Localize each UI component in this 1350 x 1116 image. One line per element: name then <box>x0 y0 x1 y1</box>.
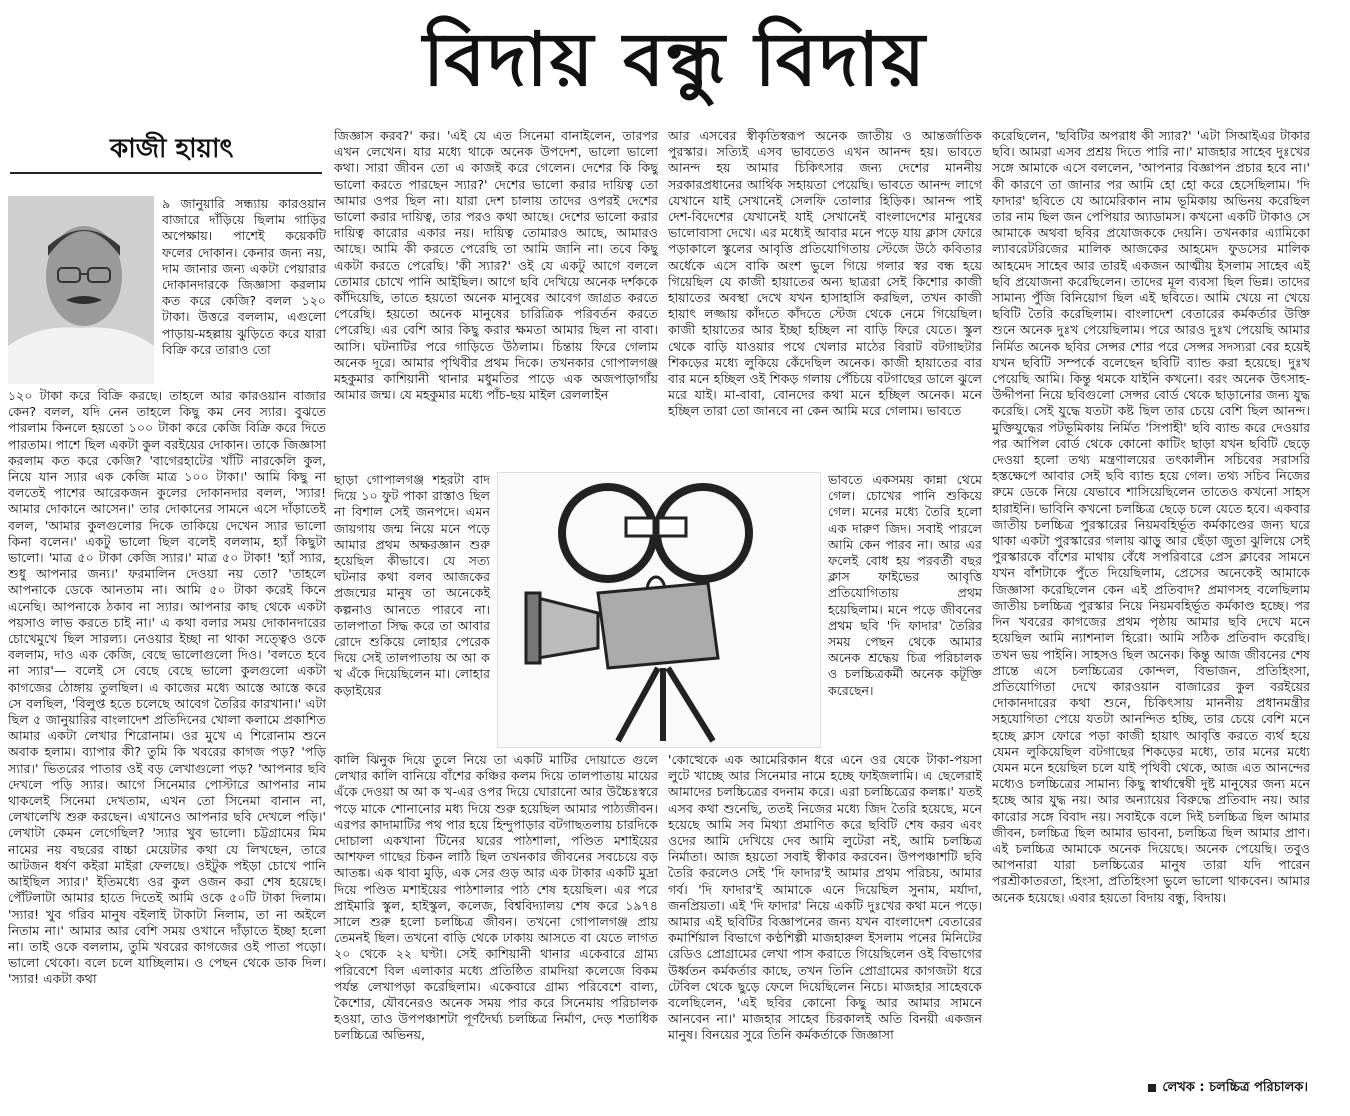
column-2-top <box>334 128 658 468</box>
column-3-top <box>668 128 982 468</box>
column-3-bottom-text: 'কোত্থেকে এক আমেরিকান ধরে এনে ওর যেকে টাকা-পয়সা লুটে খাচ্ছে আর সিনেমার নামে হচ্ছে ফাইজলামি। এ ছেলেরাই আমাদের চলচ্চিত্রের বদনাম করে। এরা চলচ্চিত্রের কলঙ্ক।' যতই এসব কথা শুনেছি, ততই নিজের মধ্যে জিদ তৈরি হয়েছে, মনে হয়েছে আমি সব মিথ্যা প্রমাণিত করে ছবিটি শেষ করব এবং ওদের আমি দেখিয়ে দেব আমি লুটেরা নই, আমি চলচ্চিত্র নির্মাতা। আজ হয়তো সবাই স্বীকার করবেন। উপপঞ্চাশটি ছবি তৈরি করলেও সেই 'দি ফাদার'ই আমার প্রথম পরিচয়, আমার গর্ব। 'দি ফাদার'ই আমাকে এনে দিয়েছিল সুনাম, মর্যাদা, জনপ্রিয়তা। এই 'দি ফাদার' নিয়ে একটি দুঃখের কথা মনে পড়ে। আমার এই ছবিটির বিজ্ঞাপনের জন্য যখন বাংলাদেশ বেতারের কমার্শিয়াল বিভাগে কণ্ঠশিল্পী মাজহারুল ইসলাম পনের মিনিটের রেডিও প্রোগ্রামের লেখা পাস করাতে গিয়েছিলেন ওই বিভাগের উর্ধ্বতন কর্মকর্তার কাছে, তখন তিনি প্রোগ্রামের কাগজটা ধরে টেবিল থেকে ছুড়ে ফেলে দিয়েছিলেন নিচে। মাজহার সাহেবকে বলেছিলেন, 'এই ছবির কোনো কিছু আর আমার সামনে আনবেন না।' মাজহার সাহেব চিরকালই অতি বিনয়ী একজন মানুষ। বিনয়ের সুরে তিনি কর্মকর্তাকে জিজ্ঞাসা <box>668 752 982 1043</box>
film-camera-handcuff-illustration <box>497 472 821 748</box>
column-2-left <box>334 472 490 750</box>
author-credit <box>1148 1078 1308 1099</box>
column-2-bottom-text: কালি ঝিনুক দিয়ে তুলে নিয়ে তা একটি মাটির দোয়াতে গুলে লেখার কালি বানিয়ে বাঁশের কঞ্চির কলম দিয়ে তালপাতায় মায়ের এঁকে দেওয়া অ আ ক খ-এর ওপর দিয়ে ঘোরানো আর উচ্চৈঃস্বরে পড়ে মাকে শোনানোর মধ্য দিয়ে শুরু হয়েছিল আমার পাঠ্যজীবন। এরপর কাদামাটির পথ পার হয়ে হিন্দুপাড়ার বটগাছতলায় চারদিকে দোচালা একখানা টিনের ঘরের পাঠশালা, পণ্ডিত মশাইয়ের আশফল গাছের চিকন লাঠি ছিল তখনকার জীবনের সবচেয়ে বড় আতঙ্ক। এক থাবা মুড়ি, এক সের গুড় আর এক টাকার একটি মুদ্রা দিয়ে পণ্ডিত মশাইয়ের পাঠশালার পাঠ শেষ হয়েছিল। এর পরে প্রাইমারি স্কুল, হাইস্কুল, কলেজ, বিশ্ববিদ্যালয় শেষ করে ১৯৭৪ সালে শুরু হলো চলচ্চিত্র জীবন। তখনো গোপালগঞ্জ প্রায় তেমনই ছিল। তখনো বাড়ি থেকে ঢাকায় আসতে বা যেতে লাগত ২০ থেকে ২২ ঘণ্টা। সেই কাশিয়ানী থানার একেবারে গ্রাম্য পরিবেশে বিল এলাকার মধ্যে প্রতিষ্ঠিত রামদিয়া কলেজে বিকম পর্যন্ত লেখাপড়া করেছিলাম। একেবারে গ্রাম্য পরিবেশে বাল্য, কৈশোর, যৌবনেরও অনেক সময় পার করে সিনেমায় পরিচালক হওয়া, তাও উপপঞ্চাশটা পূর্ণদৈর্ঘ্য চলচ্চিত্র নির্মাণ, দেড় শতাধিক চলচ্চিত্রে অভিনয়, <box>334 752 658 1043</box>
column-3-top-text: আর এসবের স্বীকৃতিস্বরূপ অনেক জাতীয় ও আন্তর্জাতিক পুরস্কার। সত্যিই এসব ভাবতেও এখন আনন্দ হয়। ভাবতে আনন্দ হয় আমার চিকিৎসার জন্য দেশের মাননীয় সরকারপ্রধানের আর্থিক সহায়তা পেয়েছি। ভাবতে আনন্দ লাগে যেখানে যাই সেখানেই সেলফি তোলার হিড়িক। আনন্দ পাই দেশ-বিদেশের যেখানেই যাই সেখানেই বাংলাদেশের মানুষের ভালোবাসা দেখে। এর মধ্যেই আবার মনে পড়ে যায় ক্লাস ফোরে পড়াকালে স্কুলের আবৃত্তি প্রতিযোগিতায় স্টেজে উঠে কবিতার অর্ধেকে এসে বাকি অংশ ভুলে গিয়ে গলার স্বর বন্ধ হয়ে গিয়েছিল যে কাজী হায়াতের অন্য ছাত্ররা সেই কিশোর কাজী হায়াতের অবস্থা দেখে যখন হাসাহাসি করছিল, তখন কাজী হায়াৎ লজ্জায় কাঁদতে কাঁদতে স্টেজ থেকে নেমে গিয়েছিল। কাজী হায়াতের আর ইচ্ছা হচ্ছিল না বাড়ি ফিরে যেতে। স্কুল থেকে বাড়ি যাওয়ার পথে খেলার মাঠের বিরাট বটগাছটার শিকড়ের মধ্যে লুকিয়ে কেঁদেছিল অনেক। কাজী হায়াতের বার বার মনে হচ্ছিল ওই শিকড় গলায় পেঁচিয়ে বটগাছের ডালে ঝুলে মরে যাই। মা-বাবা, বোনদের কথা মনে হচ্ছিল অনেক। মনে হচ্ছিল তারা তো জানবে না কেন আমি মরে গেলাম। ভাবতে <box>668 128 982 419</box>
author-photo <box>8 196 154 384</box>
column-4-text: করেছিলেন, 'ছবিটির অপরাধ কী স্যার?' 'এটা সিআইএর টাকার ছবি। আমরা এসব প্রশ্রয় দিতে পারি না।' মাজহার সাহেব দুঃখের সঙ্গে আমাকে এসে বললেন, 'আপনার বিজ্ঞাপন প্রচার হবে না।' কী কারণে তা জানার পর আমি হো হো করে হেসেছিলাম। 'দি ফাদার' ছবিতে যে আমেরিকান নাম ভূমিকায় অভিনয় করেছিল তার নাম ছিল জন পেপিয়ার অ্যাডামস। কখনো একটি টাকাও সে আমাকে অথবা ছবির প্রযোজককে দেয়নি। তখনকার এ্যামিকো ল্যাবরেটরিজের মালিক আজকের আহমেদ ফুডসের মালিক আহমেদ সাহেব আর তারই একজন আত্মীয় ইসলাম সাহেব এই ছবি প্রযোজনা করেছিলেন। তাদের মূল ব্যবসা ছিল ভিন্ন। তাদের সামান্য পুঁজি বিনিয়োগ ছিল এই ছবিতে। আমি খেয়ে না খেয়ে ছবিটি তৈরি করেছিলাম। বাংলাদেশ বেতারের কর্মকর্তার উক্তি শুনে অনেক দুঃখ পেয়েছিলাম। পরে আরও দুঃখ পেয়েছি আমার নির্মিত অনেক ছবির সেন্সর শোর পরে সেন্সর সদস্যরা বের হয়েই যখন ছবিটি সম্পর্কে বলেছেন ছবিটি ব্যান্ড করা হয়েছে। দুঃখ পেয়েছি আমি। কিন্তু থমকে যাইনি কখনো। বরং অনেক উৎসাহ-উদ্দীপনা নিয়ে ছবিগুলো সেন্সর বোর্ড থেকে ছাড়ানোর জন্য যুদ্ধ করেছি। সেই যুদ্ধে যতটা কষ্ট ছিল তার চেয়ে বেশি ছিল আনন্দ। মুক্তিযুদ্ধের পটভূমিকায় নির্মিত 'সিপাহী' ছবি ব্যান্ড করে দেওয়ার পর আপিল বোর্ড থেকে কোনো কাটিং ছাড়া যখন ছবিটি ছেড়ে দেওয়া হলো তথ্য মন্ত্রণালয়ের তৎকালীন সচিবের সরাসরি হস্তক্ষেপে আবার সেই ছবি ব্যান্ড হয়ে গেল। তথ্য সচিব নিজের রুমে ডেকে নিয়ে যেভাবে শাসিয়েছিলেন তাতেও কখনো সাহস হারাইনি। ভাবিনি কখনো চলচ্চিত্র ছেড়ে চলে যেতে হবে। একবার জাতীয় চলচ্চিত্র পুরস্কারের নিয়মবহির্ভূত কর্মকাণ্ডের জন্য ঘরে থাকা একটা পুরস্কারের গলায় ঝাড়ু আর ছেঁড়া জুতা ঝুলিয়ে সেই পুরস্কারকে বাঁশের মাথায় বেঁধে সপরিবারে প্রেস ক্লাবের সামনে যখন বাঁশটাকে পুঁতে দিয়েছিলাম, প্রেসের অনেকেই আমাকে জিজ্ঞাসা করেছিলেন কেন এই প্রতিবাদ? প্রমাণসহ বলেছিলাম জাতীয় চলচ্চিত্র পুরস্কার নিয়ে নিয়মবহির্ভূত কর্মকাণ্ড হচ্ছে। পর দিন খবরের কাগজের প্রথম পৃষ্ঠায় আমার ছবি দেখে মনে হয়েছিল আমি ন্যাশনাল হিরো। আমি সঠিক প্রতিবাদ করেছি। তখন ভয় পাইনি। সাহসও ছিল অনেক। কিন্তু আজ জীবনের শেষ প্রান্তে এসে চলচ্চিত্রের কোন্দল, বিভাজন, প্রতিহিংসা, প্রতিযোগিতা দেখে কারওয়ান বাজারের কুল বরইয়ের দোকানদারের কথা শুনে, চিকিৎসায় মাননীয় প্রধানমন্ত্রীর সহযোগিতা পেয়ে যতটা আনন্দিত হচ্ছি, তার চেয়ে বেশি মনে হচ্ছে ক্লাস ফোরে পড়া কাজী হায়াৎ আবৃত্তি করতে ব্যর্থ হয়ে যেমন লুকিয়েছিল বটগাছের শিকড়ের মধ্যে, তার মনের মধ্যে যেমন মনে হয়েছিল চলে যাই পৃথিবী থেকে, আজ এত আনন্দের মধ্যেও চলচ্চিত্রের সামান্য কিছু স্বার্থান্বেষী দুষ্ট মানুষের জন্য মনে হচ্ছে আর যুদ্ধ নয়। আর অন্যায়ের বিরুদ্ধে প্রতিবাদ নয়। আর কারোর সঙ্গে বিবাদ নয়। সবাইকে বলে দিই চলচ্চিত্র ছিল আমার জীবন, চলচ্চিত্র ছিল আমার ভাবনা, চলচ্চিত্র ছিল আমার প্রাণ। এই চলচ্চিত্র আমাকে অনেক দিয়েছে। অনেক পেয়েছি। তবুও আপনারা যারা চলচ্চিত্রের মানুষ তারা যদি পারেন পরশ্রীকাতরতা, হিংসা, প্রতিহিংসা ভুলে ভালো থাকবেন। আমার অনেক হয়েছে। এবার হয়তো বিদায় বন্ধু, বিদায়। <box>992 128 1310 905</box>
square-bullet-icon <box>1148 1084 1156 1092</box>
column-3-bottom <box>668 752 982 1104</box>
column-1-top-text: ৯ জানুয়ারি সন্ধ্যায় কারওয়ান বাজারে দাঁড়িয়ে ছিলাম গাড়ির অপেক্ষায়। পাশেই কয়েকটি ফলের দোকান। কেনার জন্য নয়, দাম জানার জন্য একটা পেয়ারার দোকানদারকে জিজ্ঞাসা করলাম কত করে কেজি? বলল ১২০ টাকা। উত্তরে বললাম, এগুলো পাড়ায়-মহল্লায় ঝুড়িতে করে যারা বিক্রি করে তারাও তো <box>162 196 326 357</box>
byline: কাজী হায়াৎ <box>110 134 234 164</box>
author-credit-label: লেখক : চলচ্চিত্র পরিচালক। <box>1162 1080 1308 1095</box>
headline: বিদায় বন্ধু বিদায় <box>423 17 927 103</box>
column-4 <box>992 128 1310 1072</box>
column-1-top <box>162 196 326 384</box>
column-3-right <box>828 472 982 750</box>
column-2-left-text: ছাড়া গোপালগঞ্জ শহরটা বাদ দিয়ে ১০ ফুট পাকা রাস্তাও ছিল না বিশাল সেই জনপদে। এমন জায়গায় জন্ম নিয়ে মনে পড়ে আমার প্রথম অক্ষরজ্ঞান শুরু হয়েছিল কীভাবে। যে সত্য ঘটনার কথা বলব আজকের প্রজন্মের মানুষ তা অনেকেই কল্পনাও আনতে পারবে না। তালপাতা সিদ্ধ করে তা আবার রোদে শুকিয়ে লোহার পেরেক দিয়ে সেই তালপাতায় অ আ ক খ এঁকে দিয়েছিলেন মা। লোহার কড়াইয়ের <box>334 472 490 698</box>
column-2-top-text: জিজ্ঞাস করব?' কর। 'এই যে এত সিনেমা বানাইলেন, তারপর এখন লেখেন। যার মধ্যে থাকে অনেক উপদেশ, ভালো ভালো কথা। সারা জীবন তো এ কাজই করে গেলেন। দেশের কি কিছু ভালো করতে পারছেন স্যার?' দেশের ভালো করার দায়িত্ব তো আমার ওপর ছিল না। যারা দেশ চালায় তাদের ওপরই দেশের ভালো করার দায়িত্ব, তার পরও কথা আছে। দেশের ভালো করার দায়িত্ব কারোর একার নয়। দায়িত্ব তোমারও আছে, আমারও আছে। আমি কী করতে পেরেছি তা আমি জানি না। তবে কিছু একটা করতে পেরেছি। 'কী স্যার?' ওই যে একটু আগে বললে তোমার চোখে পানি আইছিল। আগে ছবি দেখিয়ে অনেক দর্শককে কাঁদিয়েছি, তাতে হয়তো অনেক মানুষের আবেগ জাগ্রত করতে পেরেছি। হয়তো অনেক মানুষের চারিত্রিক পরিবর্তন করতে পেরেছি। এর বেশি আর কিছু করার ক্ষমতা আমার ছিল না বাবা। আসি। ঘটনাটির পরে গাড়িতে উঠলাম। চিন্তায় ফিরে গেলাম অনেক দূরে। আমার পৃথিবীর প্রথম দিকে। তখনকার গোপালগঞ্জ মহকুমার কাশিয়ানী থানার মধুমতির পাড়ে এক অজপাড়াগাঁয় আমার জন্ম। যে মহকুমার মধ্যে পাঁচ-ছয় মাইল রেললাইন <box>334 128 658 403</box>
byline-divider <box>10 172 322 174</box>
column-2-bottom <box>334 752 658 1104</box>
column-1-bottom <box>8 388 326 1103</box>
column-3-right-text: ভাবতে একসময় কান্না থেমে গেল। চোখের পানি শুকিয়ে গেল। মনের মধ্যে তৈরি হলো এক দারুণ জিদ। সবাই পারলে আমি কেন পারব না। আর এর ফলেই বোধ হয় পরবর্তী বছর ক্লাস ফাইভের আবৃত্তি প্রতিযোগিতায় প্রথম হয়েছিলাম। মনে পড়ে জীবনের প্রথম ছবি 'দি ফাদার' তৈরির সময় পেছন থেকে আমার অনেক শ্রদ্ধেয় চিত্র পরিচালক ও চলচ্চিত্রকর্মী অনেক কটূক্তি করেছেন। <box>828 472 982 698</box>
column-1-bottom-text: ১২০ টাকা করে বিক্রি করছে। তাহলে আর কারওয়ান বাজার কেন? বলল, যদি নেন তাহলে কিছু কম নেব স্যার। বুঝতে পারলাম কিনলে হয়তো ১০০ টাকা করে কেজি বিক্রি করে দিতে পারতাম। পাশে ছিল একটা কুল বরইয়ের দোকান। তাকে জিজ্ঞাসা করলাম কত করে কেজি? 'বাগেরহাটের খাঁটি নারকেলি কুল, নিয়ে যান স্যার এক কেজি মাত্র ১০০ টাকা।' আমি কিছু না বলতেই পাশের আরেকজন কুলের দোকানদার বলল, 'স্যার! আমার দোকানে আসেন।' তার দোকানের সামনে এসে দাঁড়াতেই বলল, 'আমার কুলগুলোর দিকে তাকিয়ে দেখেন স্যার ভালো কিনা বলেন।' একটু ভালো ছিল বলেই বললাম, হ্যাঁ কিছুটা ভালো। 'মাত্র ৫০ টাকা কেজি স্যার।' মাত্র ৫০ টাকা! 'হ্যাঁ স্যার, শুধু আপনার জন্য।' ফরমালিন দেওয়া নয় তো? 'তাহলে আপনাকে ডেকে আনতাম না। আমি ৫০ টাকা করেই কিনে এনেছি। আপনাকে ঠকাব না স্যার। আপনার কাছ থেকে একটা পয়সাও লাভ করতে চাই না।' এ কথা বলার সময় দোকানদারের চোখেমুখে ছিল সারল্য। নেওয়ার ইচ্ছা না থাকা সত্ত্বেও ওকে বললাম, দাও এক কেজি, বেছে ভালোগুলো দিও। 'বলতে হবে না স্যার'— বলেই সে বেছে বেছে ভালো কুলগুলো একটা কাগজের ঠোঙ্গায় তুলছিল। এ কাজের মধ্যে আস্তে আস্তে করে সে বলছিল, 'বিলুপ্ত হতে চলেছে আবেগ তৈরির কারখানা।' এটা ছিল ৫ জানুয়ারির বাংলাদেশ প্রতিদিনের খোলা কলামে প্রকাশিত আমার একটা লেখার শিরোনাম। ওর মুখে এ শিরোনাম শুনে অবাক হলাম। ব্যাপার কী? তুমি কি খবরের কাগজ পড়? 'পড়ি স্যার।' ভিতরের পাতার ওই বড় লেখাগুলো পড়? 'আপনার ছবি দেখলে পড়ি স্যার। আগে সিনেমার পোস্টারে আপনার নাম থাকলেই সিনেমা দেখতাম, এখন তো সিনেমা বানান না, লেখালেখি শুরু করছেন। এখানেও আপনার ছবি দেখলে পড়ি।' লেখাটা কেমন লেগেছিল? 'স্যার খুব ভালো। চট্টগ্রামের মিম নামের নয় বছরের বাচ্চা মেয়েটার কথা যে লিখছেন, তারে আটজন ধর্ষণ কইরা মাইরা ফেলছে। ওইটুক পইড়া চোখে পানি আইছিল স্যার।' ইতিমধ্যে ওর কুল ওজন করা শেষ হয়েছে। পৌঁটলাটা আমার হাতে দিতেই আমি ওকে ৫০টি টাকা দিলাম। 'স্যার! খুব গরিব মানুষ বইলাই টাকাটা নিলাম, তা না অইলে নিতাম না।' আমার আর বেশি সময় ওখানে দাঁড়াতে ইচ্ছা হলো না। তাই ওকে বললাম, তুমি খবরের কাগজের ওই পাতা পড়ো। ভালো থেকো। বলে চলে যাচ্ছিলাম। ও পেছন থেকে ডাক দিল। 'স্যার! একটা কথা <box>8 388 326 987</box>
